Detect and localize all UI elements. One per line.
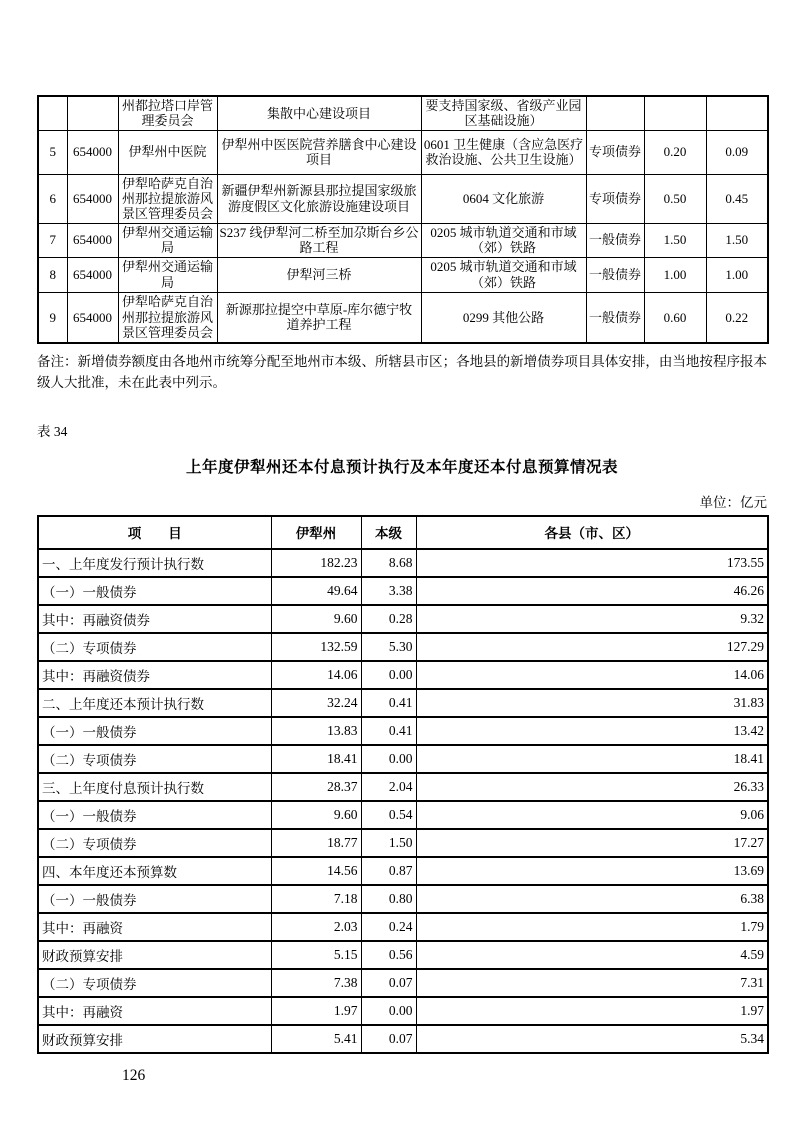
debt-service-cell-item: 其中：再融资 [38, 997, 271, 1025]
debt-service-cell-yili: 18.77 [271, 829, 361, 857]
bond-project-row [38, 292, 768, 343]
debt-service-cell-counties: 5.34 [416, 1025, 768, 1053]
debt-service-table [37, 515, 769, 1054]
bond-project-cell-num: 9 [38, 292, 67, 343]
debt-service-cell-counties: 26.33 [416, 773, 768, 801]
debt-service-cell-benji: 0.41 [361, 717, 416, 745]
debt-service-row [38, 969, 768, 997]
table34-title: 上年度伊犁州还本付息预计执行及本年度还本付息预算情况表 [185, 458, 618, 476]
debt-service-cell-benji: 0.07 [361, 969, 416, 997]
debt-service-header-cell: 本级 [361, 516, 416, 549]
debt-service-cell-counties: 13.42 [416, 717, 768, 745]
bond-project-cell-code: 654000 [67, 174, 118, 223]
debt-service-cell-counties: 7.31 [416, 969, 768, 997]
debt-service-table-body [38, 549, 768, 1053]
debt-service-cell-benji: 3.38 [361, 577, 416, 605]
debt-service-row [38, 577, 768, 605]
debt-service-cell-yili: 7.18 [271, 885, 361, 913]
debt-service-cell-yili: 32.24 [271, 689, 361, 717]
bond-project-cell-code [67, 96, 118, 130]
debt-service-cell-benji: 5.30 [361, 633, 416, 661]
bond-project-row [38, 96, 768, 130]
debt-service-row [38, 661, 768, 689]
debt-service-row [38, 689, 768, 717]
bond-project-cell-num: 8 [38, 257, 67, 292]
debt-service-cell-item: （二）专项债券 [38, 745, 271, 773]
debt-service-row [38, 1025, 768, 1053]
debt-service-cell-yili: 14.56 [271, 857, 361, 885]
bond-project-cell-num [38, 96, 67, 130]
debt-service-cell-item: 财政预算安排 [38, 941, 271, 969]
debt-service-cell-counties: 17.27 [416, 829, 768, 857]
debt-service-cell-benji: 0.87 [361, 857, 416, 885]
bond-project-cell-code: 654000 [67, 223, 118, 257]
debt-service-cell-yili: 18.41 [271, 745, 361, 773]
bond-project-cell-category: 0604 文化旅游 [421, 174, 586, 223]
bond-project-cell-project: 伊犁州中医医院营养膳食中心建设项目 [217, 130, 421, 174]
debt-service-cell-item: 其中：再融资债券 [38, 661, 271, 689]
debt-service-cell-yili: 132.59 [271, 633, 361, 661]
debt-service-row [38, 717, 768, 745]
bond-project-cell-project: S237 线伊犁河二桥至加尕斯台乡公路工程 [217, 223, 421, 257]
bond-project-cell-project: 新疆伊犁州新源县那拉提国家级旅游度假区文化旅游设施建设项目 [217, 174, 421, 223]
debt-service-cell-item: 财政预算安排 [38, 1025, 271, 1053]
debt-service-cell-counties: 1.79 [416, 913, 768, 941]
debt-service-cell-benji: 0.00 [361, 997, 416, 1025]
debt-service-cell-item: 其中：再融资 [38, 913, 271, 941]
debt-service-cell-counties: 46.26 [416, 577, 768, 605]
debt-service-row [38, 801, 768, 829]
bond-project-cell-bond_type: 一般债券 [586, 257, 644, 292]
debt-service-cell-benji: 0.80 [361, 885, 416, 913]
unit-label: 单位：亿元 [699, 494, 767, 510]
bond-project-cell-amount1: 0.50 [644, 174, 706, 223]
debt-service-cell-counties: 14.06 [416, 661, 768, 689]
bond-project-cell-project: 伊犁河三桥 [217, 257, 421, 292]
debt-service-cell-item: 其中：再融资债券 [38, 605, 271, 633]
debt-service-cell-yili: 13.83 [271, 717, 361, 745]
debt-service-cell-counties: 18.41 [416, 745, 768, 773]
debt-service-row [38, 997, 768, 1025]
bond-project-row [38, 130, 768, 174]
debt-service-row [38, 745, 768, 773]
bond-project-cell-bond_type: 一般债券 [586, 223, 644, 257]
debt-service-cell-item: 一、上年度发行预计执行数 [38, 549, 271, 577]
bond-project-cell-amount2: 0.09 [706, 130, 768, 174]
debt-service-cell-item: （一）一般债券 [38, 801, 271, 829]
bond-project-table [37, 95, 769, 344]
debt-service-row [38, 549, 768, 577]
debt-service-cell-item: 四、本年度还本预算数 [38, 857, 271, 885]
bond-project-cell-bond_type: 专项债券 [586, 130, 644, 174]
debt-service-row [38, 633, 768, 661]
debt-service-cell-yili: 9.60 [271, 801, 361, 829]
bond-project-cell-category: 0205 城市轨道交通和市域（郊）铁路 [421, 257, 586, 292]
bond-project-cell-category: 0205 城市轨道交通和市域（郊）铁路 [421, 223, 586, 257]
table34-label: 表 34 [37, 423, 68, 439]
bond-project-cell-bond_type: 一般债券 [586, 292, 644, 343]
debt-service-row [38, 885, 768, 913]
bond-project-cell-org: 州都拉塔口岸管理委员会 [118, 96, 217, 130]
bond-project-cell-org: 伊犁哈萨克自治州那拉提旅游风景区管理委员会 [118, 292, 217, 343]
debt-service-row [38, 605, 768, 633]
bond-project-cell-category: 要支持国家级、省级产业园区基础设施） [421, 96, 586, 130]
bond-project-cell-org: 伊犁哈萨克自治州那拉提旅游风景区管理委员会 [118, 174, 217, 223]
debt-service-cell-counties: 9.32 [416, 605, 768, 633]
bond-project-cell-project: 集散中心建设项目 [217, 96, 421, 130]
bond-project-cell-num: 7 [38, 223, 67, 257]
debt-service-row [38, 913, 768, 941]
bond-project-cell-code: 654000 [67, 292, 118, 343]
debt-service-cell-item: （一）一般债券 [38, 885, 271, 913]
bond-project-cell-bond_type [586, 96, 644, 130]
bond-project-cell-category: 0601 卫生健康（含应急医疗救治设施、公共卫生设施） [421, 130, 586, 174]
debt-service-cell-counties: 13.69 [416, 857, 768, 885]
debt-service-cell-yili: 182.23 [271, 549, 361, 577]
debt-service-cell-counties: 31.83 [416, 689, 768, 717]
debt-service-cell-yili: 14.06 [271, 661, 361, 689]
debt-service-cell-yili: 49.64 [271, 577, 361, 605]
debt-service-cell-item: （二）专项债券 [38, 633, 271, 661]
document-page [37, 95, 767, 1085]
bond-project-cell-category: 0299 其他公路 [421, 292, 586, 343]
debt-service-header-cell: 伊犁州 [271, 516, 361, 549]
bond-project-cell-amount2: 1.00 [706, 257, 768, 292]
bond-project-cell-amount2: 0.45 [706, 174, 768, 223]
debt-service-cell-item: （二）专项债券 [38, 969, 271, 997]
page-number: 126 [122, 1066, 146, 1084]
debt-service-cell-item: （二）专项债券 [38, 829, 271, 857]
bond-project-cell-amount1: 0.20 [644, 130, 706, 174]
bond-project-row [38, 257, 768, 292]
debt-service-cell-item: （一）一般债券 [38, 717, 271, 745]
debt-service-cell-benji: 0.28 [361, 605, 416, 633]
bond-project-cell-amount1: 1.00 [644, 257, 706, 292]
debt-service-cell-yili: 5.41 [271, 1025, 361, 1053]
debt-service-cell-benji: 0.07 [361, 1025, 416, 1053]
debt-service-cell-benji: 2.04 [361, 773, 416, 801]
bond-project-cell-code: 654000 [67, 130, 118, 174]
bond-project-row [38, 174, 768, 223]
debt-service-cell-benji: 0.41 [361, 689, 416, 717]
debt-service-cell-counties: 4.59 [416, 941, 768, 969]
debt-service-cell-benji: 1.50 [361, 829, 416, 857]
debt-service-cell-item: （一）一般债券 [38, 577, 271, 605]
bond-project-cell-org: 伊犁州中医院 [118, 130, 217, 174]
debt-service-cell-yili: 5.15 [271, 941, 361, 969]
debt-service-cell-benji: 0.00 [361, 745, 416, 773]
debt-service-cell-item: 二、上年度还本预计执行数 [38, 689, 271, 717]
debt-service-header-cell: 各县（市、区） [416, 516, 768, 549]
debt-service-cell-counties: 173.55 [416, 549, 768, 577]
bond-project-cell-num: 5 [38, 130, 67, 174]
debt-service-cell-yili: 1.97 [271, 997, 361, 1025]
debt-service-cell-benji: 8.68 [361, 549, 416, 577]
debt-service-cell-benji: 0.54 [361, 801, 416, 829]
debt-service-cell-counties: 9.06 [416, 801, 768, 829]
debt-service-cell-yili: 7.38 [271, 969, 361, 997]
debt-service-row [38, 857, 768, 885]
bond-project-table-body [38, 96, 768, 343]
bond-project-cell-amount1: 1.50 [644, 223, 706, 257]
debt-service-cell-benji: 0.00 [361, 661, 416, 689]
debt-service-cell-item: 三、上年度付息预计执行数 [38, 773, 271, 801]
bond-project-cell-code: 654000 [67, 257, 118, 292]
bond-project-cell-num: 6 [38, 174, 67, 223]
debt-service-cell-counties: 6.38 [416, 885, 768, 913]
bond-project-row [38, 223, 768, 257]
bond-project-cell-project: 新源那拉提空中草原-库尔德宁牧道养护工程 [217, 292, 421, 343]
bond-project-cell-org: 伊犁州交通运输局 [118, 257, 217, 292]
bond-project-cell-amount2: 0.22 [706, 292, 768, 343]
bond-project-cell-amount1: 0.60 [644, 292, 706, 343]
bond-project-cell-amount1 [644, 96, 706, 130]
debt-service-cell-benji: 0.24 [361, 913, 416, 941]
table-footnote: 备注：新增债券额度由各地州市统筹分配至地州市本级、所辖县市区；各地县的新增债券项目具体安排，由当地按程序报本级人大批准，未在此表中列示。 [37, 354, 767, 391]
bond-project-cell-amount2: 1.50 [706, 223, 768, 257]
bond-project-cell-bond_type: 专项债券 [586, 174, 644, 223]
debt-service-cell-yili: 28.37 [271, 773, 361, 801]
debt-service-row [38, 773, 768, 801]
debt-service-cell-benji: 0.56 [361, 941, 416, 969]
bond-project-cell-amount2 [706, 96, 768, 130]
debt-service-header-cell: 项 目 [38, 516, 271, 549]
debt-service-row [38, 829, 768, 857]
debt-service-cell-counties: 1.97 [416, 997, 768, 1025]
bond-project-cell-org: 伊犁州交通运输局 [118, 223, 217, 257]
debt-service-cell-counties: 127.29 [416, 633, 768, 661]
debt-service-cell-yili: 2.03 [271, 913, 361, 941]
debt-service-cell-yili: 9.60 [271, 605, 361, 633]
debt-service-header-row [38, 516, 768, 549]
debt-service-row [38, 941, 768, 969]
